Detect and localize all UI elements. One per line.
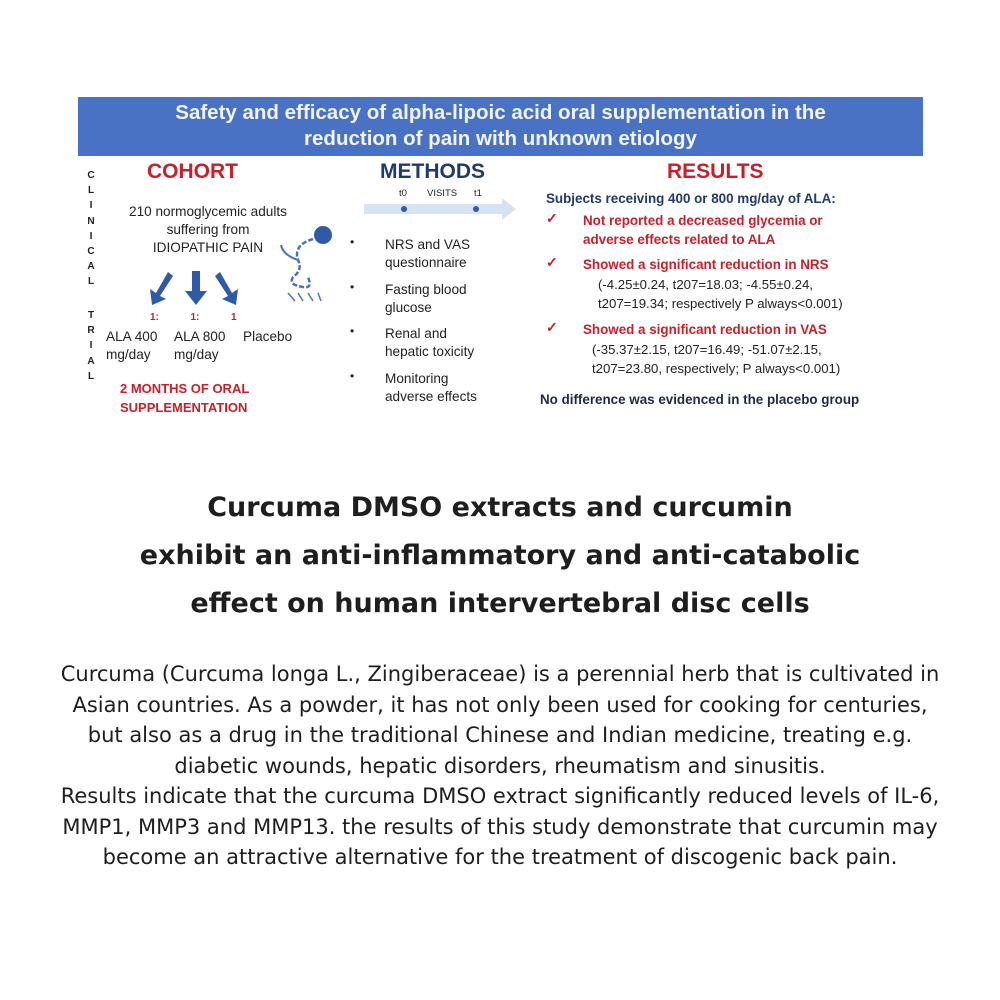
check-icon: ✓	[546, 319, 558, 335]
methods-title: METHODS	[380, 160, 485, 183]
method-item: Fasting blood glucose	[385, 282, 467, 315]
results-intro: Subjects receiving 400 or 800 mg/day of ALA:	[546, 191, 836, 206]
group-placebo: Placebo	[243, 329, 293, 344]
article-title-line-3: effect on human intervertebral disc cells	[190, 588, 810, 619]
method-item: Renal and hepatic toxicity	[385, 326, 475, 359]
cohort-title: COHORT	[147, 160, 238, 183]
person-pain-icon	[273, 215, 348, 307]
methods-bullet: •	[350, 324, 355, 338]
side-label-trial: T R I A L	[87, 310, 95, 382]
methods-bullet: •	[350, 235, 355, 249]
timeline-t1: t1	[474, 188, 482, 199]
supplementation-duration: 2 MONTHS OF ORAL SUPPLEMENTATION	[120, 381, 250, 415]
result-point-3-stats: (-35.37±2.15, t207=16.49; -51.07±2.15, t207=23.80, respectively; P always<0.001)	[592, 342, 841, 376]
infographic-banner	[78, 97, 923, 156]
banner-title-line-1: Safety and efficacy of alpha-lipoic acid oral supplementation in the	[175, 101, 826, 124]
results-title: RESULTS	[667, 160, 764, 183]
article-body	[60, 659, 940, 873]
result-point-2: Showed a significant reduction in NRS	[583, 257, 829, 272]
timeline-arrow-icon	[364, 195, 519, 223]
group-ala400: ALA 400 mg/day	[106, 329, 158, 362]
timeline-t0: t0	[399, 188, 407, 199]
article-paragraph-2: Results indicate that the curcuma DMSO extract significantly reduced levels of IL-6, MMP1, MMP3 and MMP13. the results of this study demonstrate that curcumin may become an attractive alternative for the treatment of discogenic back pain.	[60, 784, 940, 869]
methods-bullet: •	[350, 369, 355, 383]
group-ratio: 1: 1: 1	[150, 312, 237, 323]
cohort-description: 210 normoglycemic adults suffering from IDIOPATHIC PAIN	[129, 204, 287, 255]
group-ala800: ALA 800 mg/day	[174, 329, 226, 362]
check-icon: ✓	[546, 254, 558, 270]
group-split-arrows-icon	[146, 269, 246, 307]
side-label-clinical: C L I N I C A L	[87, 170, 95, 288]
check-icon: ✓	[546, 210, 558, 226]
results-conclusion: No difference was evidenced in the placebo group	[540, 392, 860, 407]
methods-bullet: •	[350, 280, 355, 294]
study-infographic	[78, 97, 923, 427]
result-point-2-stats: (-4.25±0.24, t207=18.03; -4.55±0.24, t207=19.34; respectively P always<0.001)	[598, 277, 843, 311]
result-point-3: Showed a significant reduction in VAS	[583, 322, 827, 337]
article-title-line-2: exhibit an anti-inflammatory and anti-catabolic	[139, 540, 861, 571]
article-title-line-1: Curcuma DMSO extracts and curcumin	[207, 492, 793, 523]
timeline-visits: VISITS	[427, 188, 458, 199]
banner-title-line-2: reduction of pain with unknown etiology	[304, 127, 697, 150]
article-paragraph-1: Curcuma (Curcuma longa L., Zingiberaceae) is a perennial herb that is cultivated in Asian countries. As a powder, it has not only been used for cooking for centuries, but also as a drug in the traditional Chinese and Indian medicine, treating e.g. diabetic wounds, hepatic disorders, rheumatism and sinusitis.	[60, 662, 940, 778]
method-item: NRS and VAS questionnaire	[385, 237, 471, 270]
method-item: Monitoring adverse effects	[385, 371, 477, 404]
result-point-1: Not reported a decreased glycemia or adverse effects related to ALA	[583, 213, 823, 247]
article-title	[60, 484, 940, 628]
